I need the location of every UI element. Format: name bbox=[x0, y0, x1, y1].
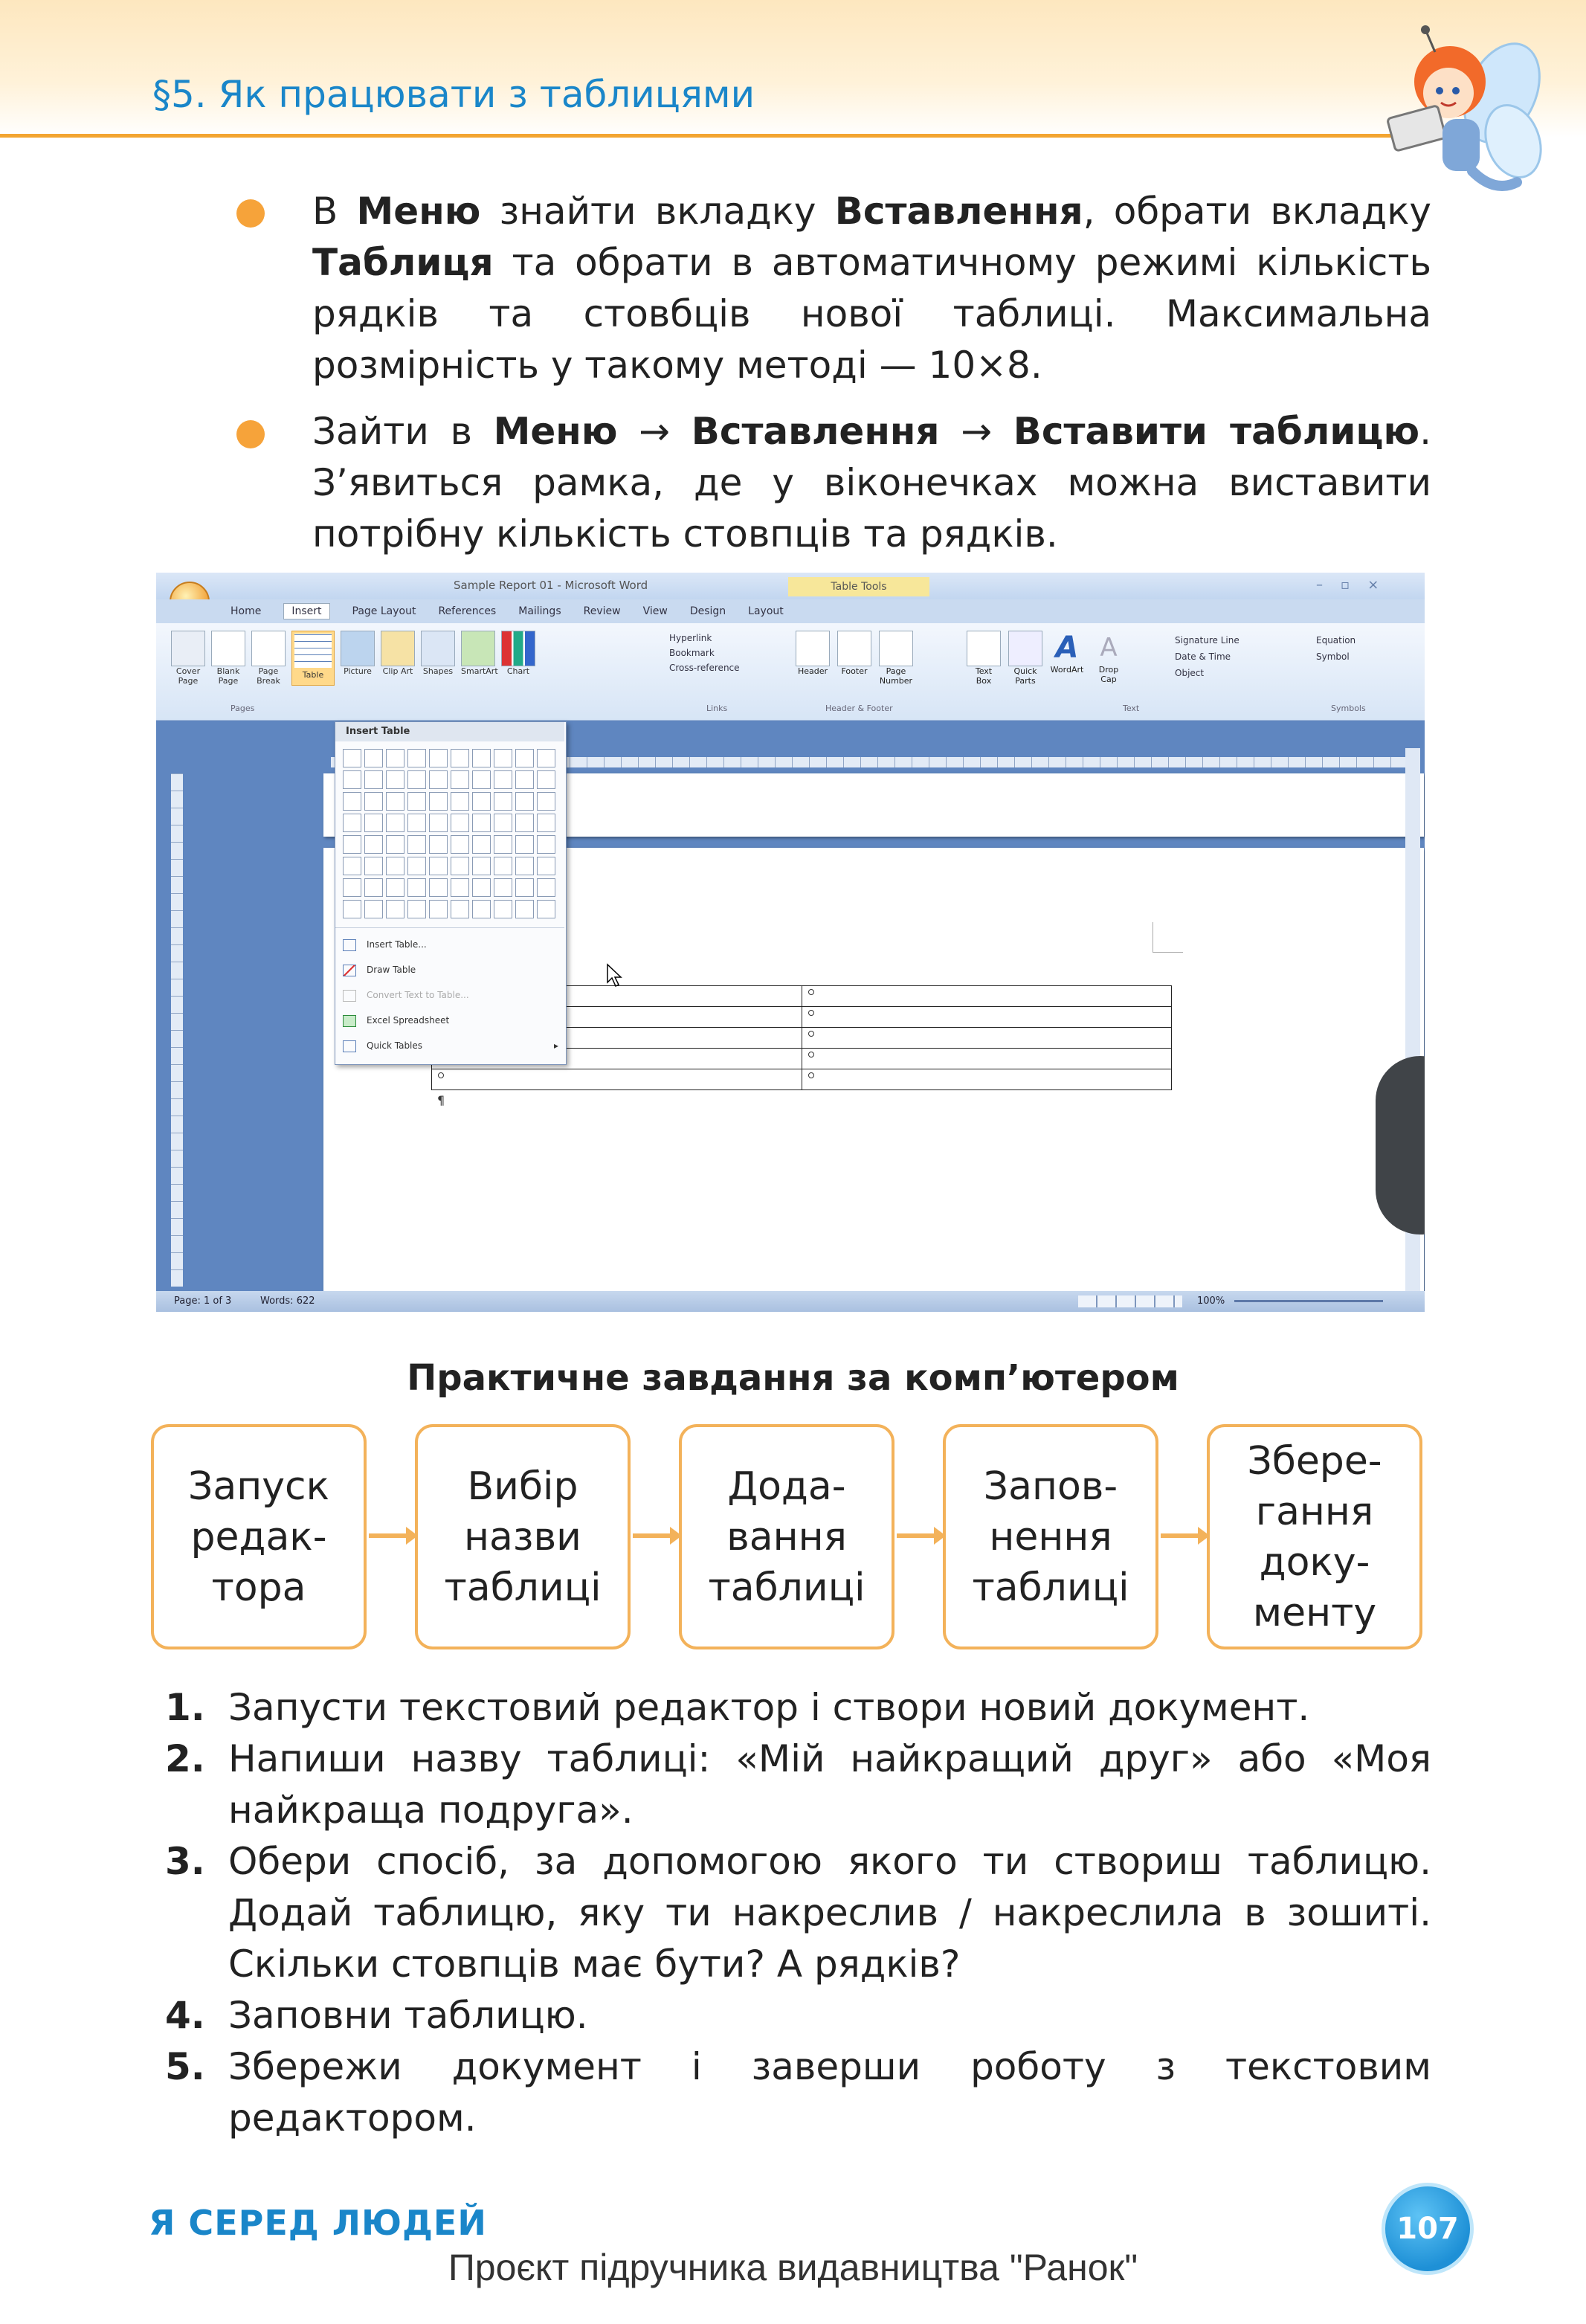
insert-table-grid[interactable] bbox=[341, 747, 557, 920]
header-button[interactable]: Header bbox=[796, 631, 830, 686]
tab-insert[interactable]: Insert bbox=[283, 603, 329, 619]
tab-references[interactable]: References bbox=[438, 605, 497, 617]
grid-cell[interactable] bbox=[429, 749, 448, 767]
grid-cell[interactable] bbox=[343, 749, 361, 767]
grid-cell[interactable] bbox=[429, 878, 448, 897]
grid-cell[interactable] bbox=[537, 814, 555, 832]
grid-cell[interactable] bbox=[537, 770, 555, 789]
grid-cell[interactable] bbox=[515, 770, 534, 789]
chapter-label: Я СЕРЕД ЛЮДЕЙ bbox=[149, 2203, 487, 2243]
grid-cell[interactable] bbox=[407, 749, 426, 767]
group-label-symbols: Symbols bbox=[1331, 704, 1366, 713]
grid-cell[interactable] bbox=[537, 878, 555, 897]
table-cell[interactable] bbox=[802, 1027, 1173, 1049]
grid-cell[interactable] bbox=[407, 878, 426, 897]
grid-cell[interactable] bbox=[343, 900, 361, 918]
table-cell[interactable] bbox=[431, 1069, 802, 1090]
grid-cell[interactable] bbox=[472, 835, 491, 854]
excel-icon bbox=[343, 1015, 356, 1027]
tab-review[interactable]: Review bbox=[583, 605, 621, 617]
cell-marker-icon bbox=[438, 1072, 444, 1078]
tab-mailings[interactable]: Mailings bbox=[518, 605, 561, 617]
grid-cell[interactable] bbox=[386, 878, 404, 897]
status-page: Page: 1 of 3 bbox=[174, 1295, 232, 1307]
bullet-dot bbox=[236, 199, 265, 228]
zoom-slider[interactable] bbox=[1234, 1300, 1383, 1302]
grid-cell[interactable] bbox=[472, 878, 491, 897]
grid-cell[interactable] bbox=[515, 878, 534, 897]
menu-item-quick-tables[interactable]: Quick Tables ▸ bbox=[343, 1033, 558, 1058]
hyperlink-link[interactable]: Hyperlink bbox=[669, 633, 712, 643]
publisher-credit: Проєкт підручника видавництва "Ранок" bbox=[448, 2247, 1138, 2288]
grid-cell[interactable] bbox=[343, 857, 361, 875]
task-number: 1. bbox=[165, 1686, 205, 1729]
paragraph-mark: ¶ bbox=[437, 1093, 445, 1107]
grid-cell[interactable] bbox=[407, 814, 426, 832]
grid-cell[interactable] bbox=[494, 814, 512, 832]
grid-cell[interactable] bbox=[429, 900, 448, 918]
cover-page-button[interactable]: Cover Page bbox=[171, 631, 205, 686]
drop-cap-button[interactable]: A Drop Cap bbox=[1098, 633, 1119, 684]
table-cell[interactable] bbox=[802, 985, 1173, 1007]
step-box-2: Вибір назви таблиці bbox=[415, 1424, 631, 1649]
text-group bbox=[967, 631, 1126, 686]
cell-marker-icon bbox=[808, 1072, 814, 1078]
task-text: Напиши назву таблиці: «Мій найкращий друг» або «Моя найкраща подруга». bbox=[228, 1737, 1431, 1832]
step-box-3: Дода- вання таблиці bbox=[679, 1424, 894, 1649]
grid-cell[interactable] bbox=[386, 770, 404, 789]
grid-cell[interactable] bbox=[537, 749, 555, 767]
page-number-badge: 107 bbox=[1382, 2183, 1474, 2275]
links-group bbox=[669, 631, 740, 675]
cross-reference-link[interactable]: Cross-reference bbox=[669, 663, 740, 673]
grid-cell[interactable] bbox=[494, 770, 512, 789]
grid-cell[interactable] bbox=[364, 857, 383, 875]
grid-cell[interactable] bbox=[407, 835, 426, 854]
flow-arrow-icon bbox=[369, 1533, 415, 1538]
grid-cell[interactable] bbox=[472, 749, 491, 767]
symbol-button[interactable]: Symbol bbox=[1316, 651, 1350, 662]
step-box-1: Запуск редак- тора bbox=[151, 1424, 367, 1649]
grid-cell[interactable] bbox=[386, 814, 404, 832]
cell-marker-icon bbox=[808, 1052, 814, 1058]
grid-cell[interactable] bbox=[364, 900, 383, 918]
grid-cell[interactable] bbox=[537, 835, 555, 854]
fairy-mascot-icon bbox=[1361, 22, 1547, 208]
signature-line-button[interactable]: Signature Line bbox=[1175, 635, 1240, 646]
tab-bar bbox=[156, 599, 1425, 623]
blank-page-button[interactable]: Blank Page bbox=[211, 631, 245, 686]
task-number: 3. bbox=[165, 1840, 205, 1883]
grid-cell[interactable] bbox=[537, 792, 555, 811]
grid-cell[interactable] bbox=[364, 749, 383, 767]
convert-text-icon bbox=[343, 990, 356, 1002]
tab-home[interactable]: Home bbox=[231, 605, 262, 617]
step-box-5: Збере- гання доку- менту bbox=[1207, 1424, 1422, 1649]
grid-cell[interactable] bbox=[364, 770, 383, 789]
grid-cell[interactable] bbox=[494, 749, 512, 767]
tab-page-layout[interactable]: Page Layout bbox=[352, 605, 416, 617]
window-controls[interactable]: –▫× bbox=[1316, 577, 1397, 593]
grid-cell[interactable] bbox=[386, 857, 404, 875]
header-band bbox=[0, 0, 1586, 138]
shapes-button[interactable]: Shapes bbox=[421, 631, 455, 686]
grid-cell[interactable] bbox=[451, 770, 469, 789]
grid-cell[interactable] bbox=[364, 792, 383, 811]
grid-cell[interactable] bbox=[451, 835, 469, 854]
status-words: Words: 622 bbox=[260, 1295, 315, 1307]
context-tab-label: Table Tools bbox=[788, 577, 929, 596]
grid-cell[interactable] bbox=[343, 792, 361, 811]
grid-cell[interactable] bbox=[343, 770, 361, 789]
grid-cell[interactable] bbox=[472, 814, 491, 832]
page-break-button[interactable]: Page Break bbox=[251, 631, 286, 686]
grid-cell[interactable] bbox=[515, 835, 534, 854]
word-screenshot bbox=[156, 573, 1425, 1312]
task-number: 4. bbox=[165, 1994, 205, 2037]
cell-marker-icon bbox=[808, 1031, 814, 1037]
flow-arrow-icon bbox=[1161, 1533, 1207, 1538]
submenu-arrow-icon: ▸ bbox=[553, 1040, 558, 1051]
cell-marker-icon bbox=[808, 989, 814, 995]
grid-cell[interactable] bbox=[364, 835, 383, 854]
grid-cell[interactable] bbox=[343, 814, 361, 832]
grid-cell[interactable] bbox=[429, 770, 448, 789]
task-text: Збережи документ і заверши роботу з текстовим редактором. bbox=[228, 2045, 1431, 2140]
symbols-group bbox=[1316, 632, 1355, 665]
bullet-dot bbox=[236, 420, 265, 448]
header-rule bbox=[0, 134, 1413, 138]
grid-cell[interactable] bbox=[472, 770, 491, 789]
insert-table-icon bbox=[343, 939, 356, 951]
quick-parts-button[interactable]: Quick Parts bbox=[1008, 631, 1042, 686]
bookmark-link[interactable]: Bookmark bbox=[669, 648, 715, 658]
task-text: Обери спосіб, за допомогою якого ти створиш таблицю. Додай таблицю, яку ти накреслив / накреслила в зошиті. Скільки стовпців має бути? А рядків? bbox=[228, 1840, 1431, 1986]
wordart-button[interactable]: A WordArt bbox=[1050, 631, 1084, 675]
grid-cell[interactable] bbox=[451, 857, 469, 875]
grid-cell[interactable] bbox=[451, 900, 469, 918]
task-text: Заповни таблицю. bbox=[228, 1994, 588, 2037]
cell-marker-icon bbox=[808, 1010, 814, 1016]
table-cell[interactable] bbox=[802, 1048, 1173, 1069]
task-text: Запусти текстовий редактор і створи новий документ. bbox=[228, 1686, 1310, 1729]
header-footer-group bbox=[796, 631, 913, 686]
grid-cell[interactable] bbox=[343, 835, 361, 854]
task-number: 2. bbox=[165, 1737, 205, 1780]
grid-cell[interactable] bbox=[386, 792, 404, 811]
mouse-pointer-icon bbox=[606, 963, 624, 988]
grid-cell[interactable] bbox=[537, 900, 555, 918]
insert-object-group bbox=[1175, 632, 1240, 681]
grid-cell[interactable] bbox=[407, 857, 426, 875]
grid-cell[interactable] bbox=[364, 814, 383, 832]
practice-title: Практичне завдання за комп’ютером bbox=[407, 1357, 1179, 1399]
clip-art-button[interactable]: Clip Art bbox=[381, 631, 415, 686]
bullet-paragraph-1: В Меню знайти вкладку Вставлення, обрати вкладку Таблиця та обрати в автоматичному режимі кількість рядків та стовбців нової таблиці. Максимальна розмірність у такому методі — 10×8. bbox=[312, 190, 1432, 387]
zoom-level: 100% bbox=[1197, 1295, 1225, 1307]
grid-cell[interactable] bbox=[386, 749, 404, 767]
group-label-links: Links bbox=[706, 704, 728, 713]
grid-cell[interactable] bbox=[494, 835, 512, 854]
grid-cell[interactable] bbox=[429, 814, 448, 832]
dark-overlay bbox=[1376, 1056, 1425, 1235]
menu-item-convert-text[interactable]: Convert Text to Table... bbox=[343, 982, 558, 1008]
grid-cell[interactable] bbox=[407, 792, 426, 811]
grid-cell[interactable] bbox=[537, 857, 555, 875]
view-buttons[interactable] bbox=[1078, 1295, 1182, 1307]
object-button[interactable]: Object bbox=[1175, 668, 1205, 678]
flow-arrow-icon bbox=[897, 1533, 943, 1538]
vertical-ruler bbox=[171, 773, 183, 1287]
grid-cell[interactable] bbox=[515, 857, 534, 875]
ribbon-group-labels bbox=[156, 704, 1425, 718]
insert-table-dropdown bbox=[335, 721, 567, 1065]
grid-cell[interactable] bbox=[451, 792, 469, 811]
dropdown-title: Insert Table bbox=[335, 722, 564, 741]
grid-cell[interactable] bbox=[515, 814, 534, 832]
dropdown-menu bbox=[343, 932, 558, 1058]
grid-cell[interactable] bbox=[429, 835, 448, 854]
smartart-button[interactable]: SmartArt bbox=[461, 631, 495, 686]
menu-item-excel-spreadsheet[interactable]: Excel Spreadsheet bbox=[343, 1008, 558, 1033]
group-label-header-footer: Header & Footer bbox=[825, 704, 893, 713]
tab-view[interactable]: View bbox=[642, 605, 668, 617]
grid-cell[interactable] bbox=[515, 792, 534, 811]
step-box-4: Запов- нення таблиці bbox=[943, 1424, 1158, 1649]
grid-cell[interactable] bbox=[386, 900, 404, 918]
footer-button[interactable]: Footer bbox=[837, 631, 871, 686]
table-cell[interactable] bbox=[802, 1006, 1173, 1028]
grid-cell[interactable] bbox=[364, 878, 383, 897]
text-box-button[interactable]: Text Box bbox=[967, 631, 1001, 686]
flow-arrow-icon bbox=[633, 1533, 679, 1538]
grid-cell[interactable] bbox=[343, 878, 361, 897]
margin-corner-mark bbox=[1153, 922, 1183, 953]
chart-button[interactable]: Chart bbox=[501, 631, 535, 686]
page-number-button[interactable]: Page Number bbox=[879, 631, 913, 686]
picture-button[interactable]: Picture bbox=[341, 631, 375, 686]
grid-cell[interactable] bbox=[472, 900, 491, 918]
draw-table-icon bbox=[343, 965, 356, 976]
quick-tables-icon bbox=[343, 1040, 356, 1052]
grid-cell[interactable] bbox=[472, 857, 491, 875]
grid-cell[interactable] bbox=[451, 749, 469, 767]
grid-cell[interactable] bbox=[451, 878, 469, 897]
tab-layout[interactable]: Layout bbox=[748, 605, 784, 617]
grid-cell[interactable] bbox=[386, 835, 404, 854]
table-cell[interactable] bbox=[802, 1069, 1173, 1090]
grid-cell[interactable] bbox=[429, 792, 448, 811]
grid-cell[interactable] bbox=[494, 792, 512, 811]
date-time-button[interactable]: Date & Time bbox=[1175, 651, 1231, 662]
grid-cell[interactable] bbox=[429, 857, 448, 875]
status-bar bbox=[156, 1291, 1425, 1312]
task-number: 5. bbox=[165, 2045, 205, 2088]
menu-item-insert-table[interactable]: Insert Table... bbox=[343, 932, 558, 957]
section-title: §5. Як працювати з таблицями bbox=[152, 73, 755, 116]
menu-item-draw-table[interactable]: Draw Table bbox=[343, 957, 558, 982]
grid-cell[interactable] bbox=[451, 814, 469, 832]
group-label-text: Text bbox=[1123, 704, 1140, 713]
grid-cell[interactable] bbox=[494, 878, 512, 897]
window-title: Sample Report 01 - Microsoft Word bbox=[454, 579, 648, 592]
equation-button[interactable]: Equation bbox=[1316, 635, 1356, 646]
grid-cell[interactable] bbox=[472, 792, 491, 811]
group-label-pages: Pages bbox=[231, 704, 255, 713]
table-button[interactable]: Table bbox=[291, 631, 335, 686]
grid-cell[interactable] bbox=[494, 900, 512, 918]
grid-cell[interactable] bbox=[515, 749, 534, 767]
grid-cell[interactable] bbox=[407, 900, 426, 918]
grid-cell[interactable] bbox=[515, 900, 534, 918]
bullet-paragraph-2: Зайти в Меню → Вставлення → Вставити таблицю. З’явиться рамка, де у віконечках можна виставити потрібну кількість стовпців та рядків. bbox=[312, 410, 1432, 556]
grid-cell[interactable] bbox=[494, 857, 512, 875]
grid-cell[interactable] bbox=[407, 770, 426, 789]
tab-design[interactable]: Design bbox=[689, 605, 726, 617]
